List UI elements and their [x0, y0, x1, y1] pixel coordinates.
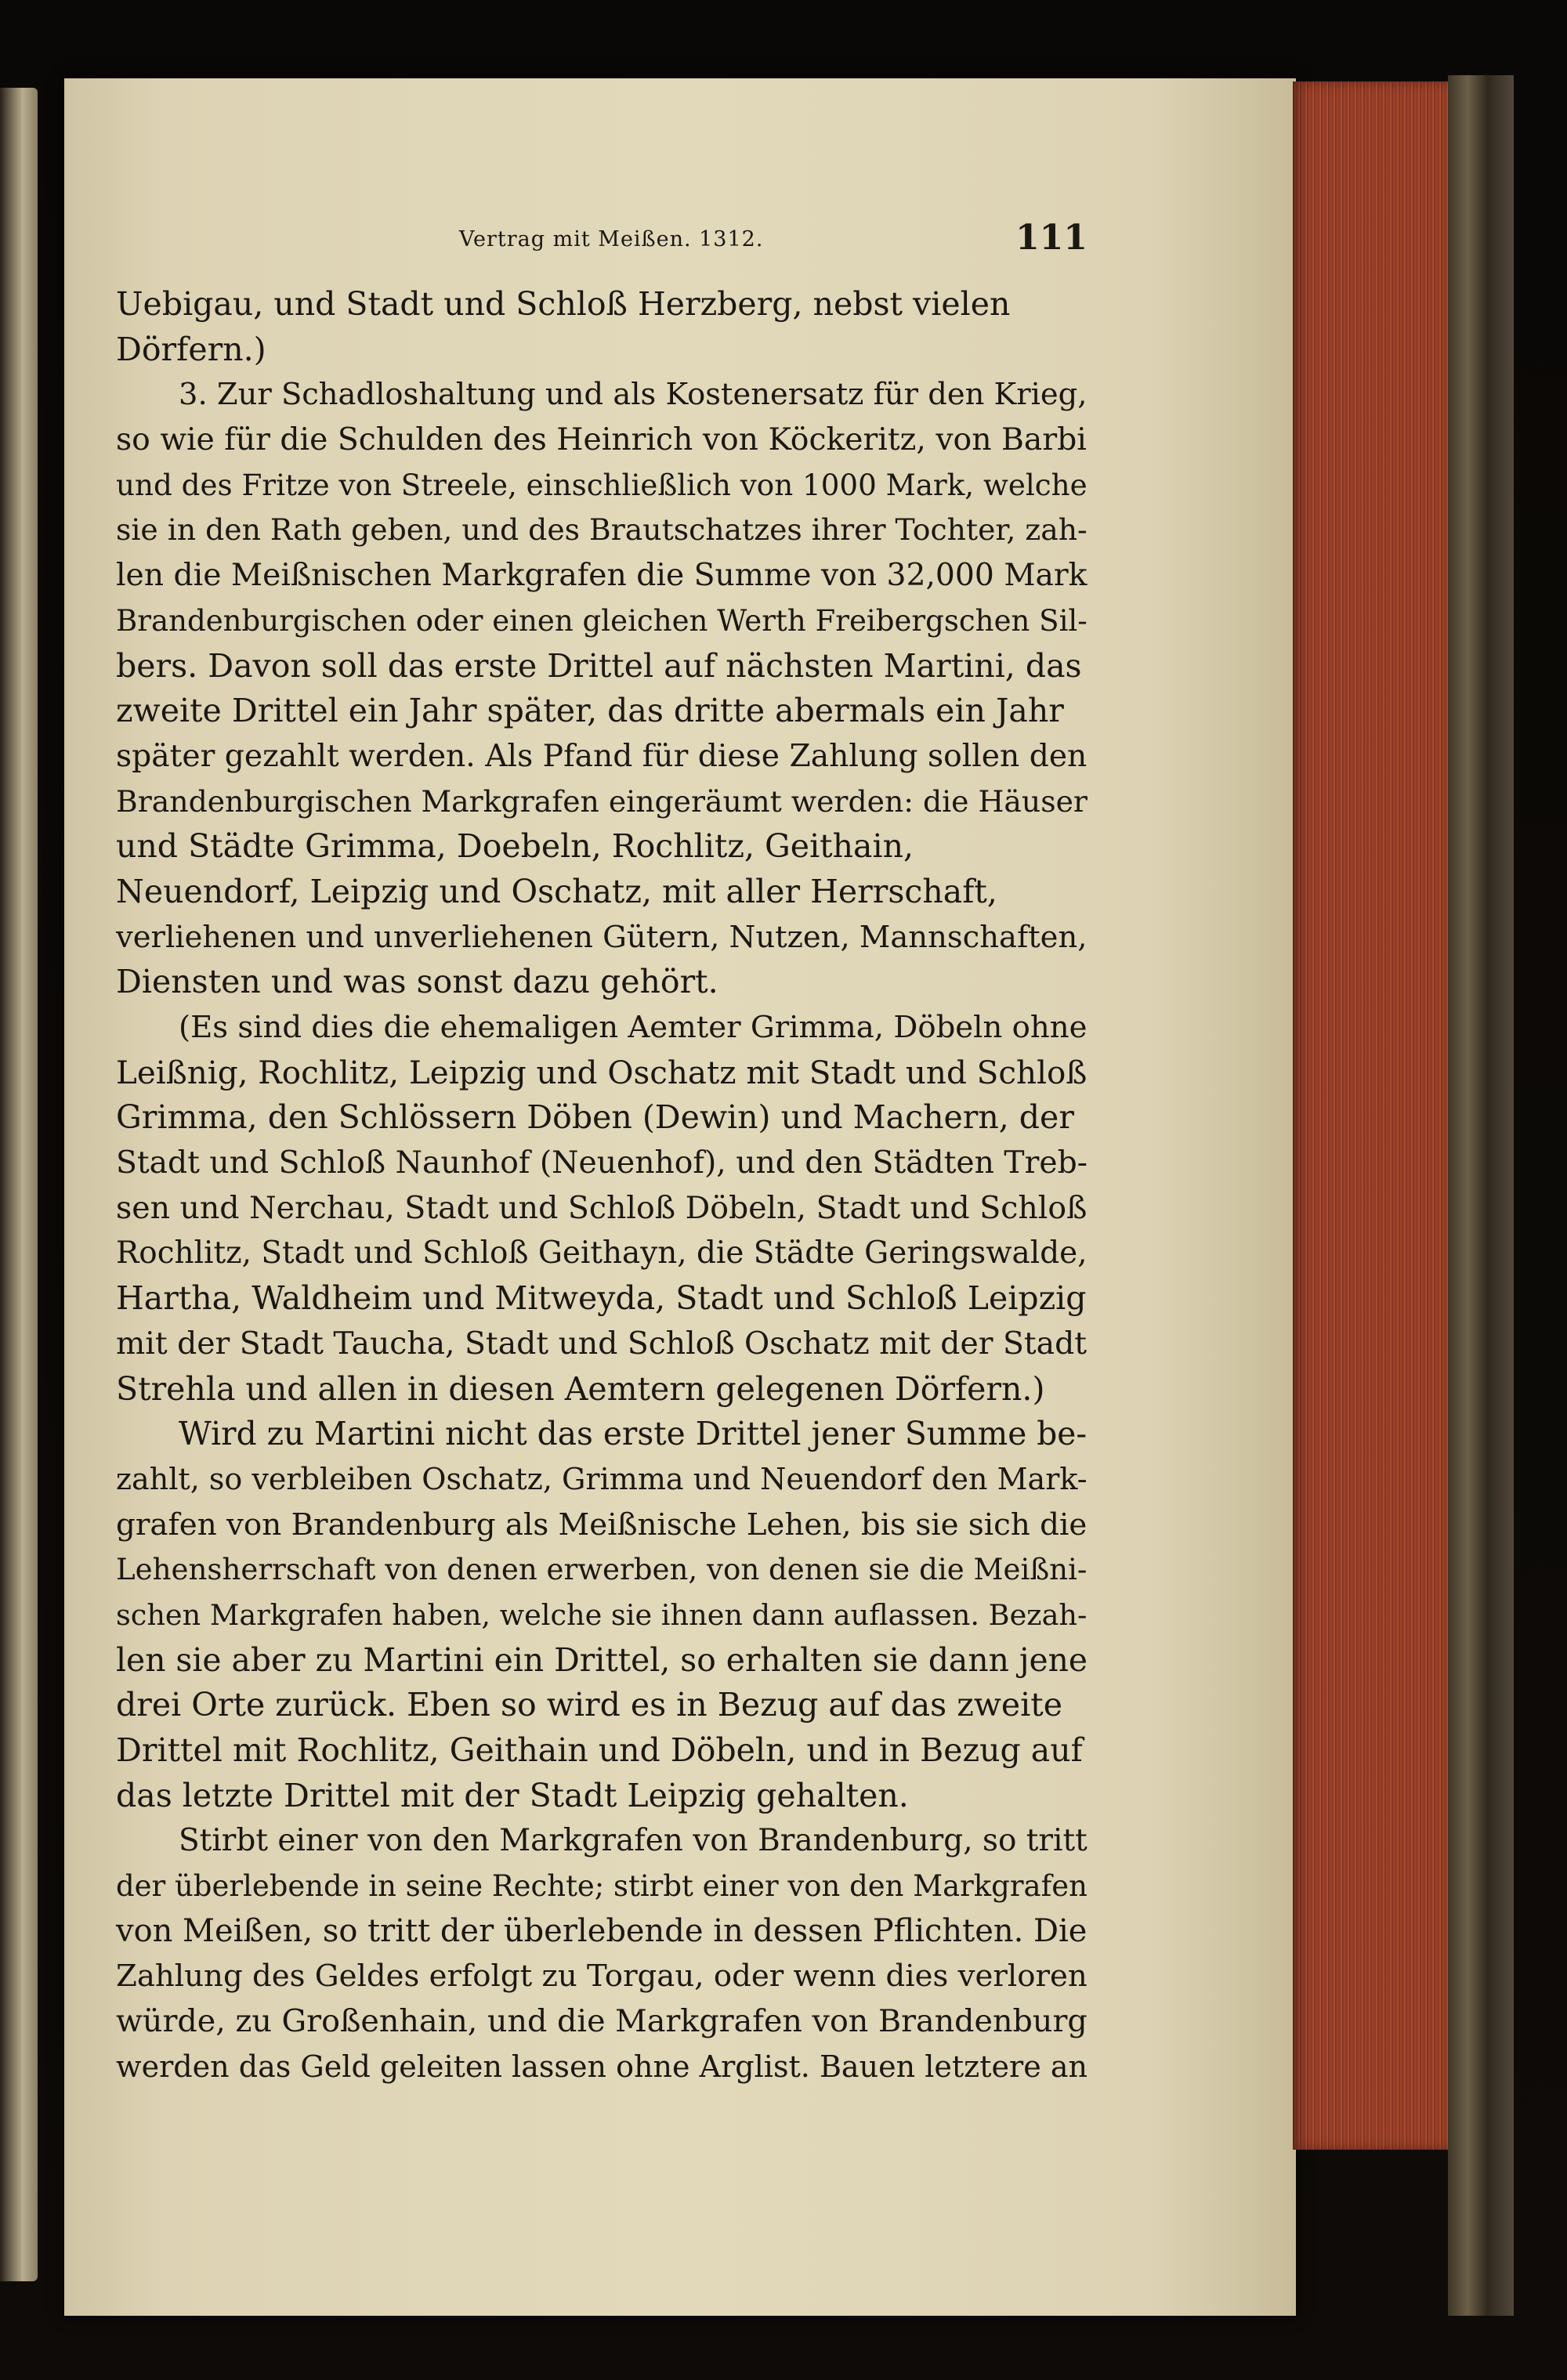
text-line: 3. Zur Schadloshaltung und als Kostenersatz für den Krieg, [179, 377, 1087, 413]
text-line: (Es sind dies die ehemaligen Aemter Grimma, Döbeln ohne [179, 1010, 1087, 1045]
text-line: Dörfern.) [116, 330, 266, 368]
text-line: Hartha, Waldheim und Mitweyda, Stadt und Schloß Leipzig [116, 1279, 1087, 1318]
text-line: werden das Geld geleiten lassen ohne Arglist. Bauen letztere an [116, 2049, 1088, 2084]
text-line: sie in den Rath geben, und des Brautschatzes ihrer Tochter, zah- [116, 512, 1087, 548]
text-line: Neuendorf, Leipzig und Oschatz, mit aller Herrschaft, [116, 872, 997, 910]
text-line: Grimma, den Schlössern Döben (Dewin) und Machern, der [116, 1098, 1074, 1137]
text-line: später gezahlt werden. Als Pfand für diese Zahlung sollen den [116, 738, 1087, 774]
text-line: schen Markgrafen haben, welche sie ihnen dann auflassen. Bezah- [116, 1597, 1087, 1632]
body-text [116, 282, 1087, 2090]
text-line: len die Meißnischen Markgrafen die Summe von 32,000 Mark [116, 558, 1087, 594]
text-line: bers. Davon soll das erste Drittel auf nächsten Martini, das [116, 646, 1082, 685]
text-line: Uebigau, und Stadt und Schloß Herzberg, nebst vielen [116, 285, 1011, 323]
text-line: zweite Drittel ein Jahr später, das dritte abermals ein Jahr [116, 692, 1064, 730]
page-number: 111 [1015, 218, 1087, 258]
running-head: Vertrag mit Meißen. 1312. [459, 227, 764, 251]
previous-page-edge [0, 88, 38, 2281]
text-line: das letzte Drittel mit der Stadt Leipzig gehalten. [116, 1776, 909, 1814]
text-line: und Städte Grimma, Doebeln, Rochlitz, Geithain, [116, 827, 914, 866]
text-line: Stadt und Schloß Naunhof (Neuenhof), und den Städten Treb- [116, 1145, 1087, 1181]
text-line: drei Orte zurück. Eben so wird es in Bezug auf das zweite [116, 1686, 1063, 1724]
page-block-red-edge [1293, 81, 1449, 2150]
text-line: so wie für die Schulden des Heinrich von Köckeritz, von Barbi [116, 422, 1087, 458]
text-line: der überlebende in seine Rechte; stirbt einer von den Markgrafen [116, 1869, 1087, 1904]
text-line: Wird zu Martini nicht das erste Drittel jener Summe be- [179, 1415, 1087, 1453]
text-line: Drittel mit Rochlitz, Geithain und Döbeln, und in Bezug auf [116, 1731, 1083, 1769]
text-line: sen und Nerchau, Stadt und Schloß Döbeln, Stadt und Schloß [116, 1189, 1087, 1226]
book-cover-edge [1448, 75, 1514, 2316]
text-line: Zahlung des Geldes erfolgt zu Torgau, oder wenn dies verloren [116, 1959, 1087, 1995]
text-line: von Meißen, so tritt der überlebende in dessen Pflichten. Die [116, 1912, 1087, 1949]
text-line: Lehensherrschaft von denen erwerben, von denen sie die Meißni- [116, 1553, 1087, 1587]
text-line: verliehenen und unverliehenen Gütern, Nutzen, Mannschaften, [116, 919, 1087, 955]
text-line: und des Fritze von Streele, einschließlich von 1000 Mark, welche [116, 467, 1087, 502]
text-line: Brandenburgischen oder einen gleichen Werth Freibergschen Sil- [116, 603, 1087, 638]
text-line: Strehla und allen in diesen Aemtern gelegenen Dörfern.) [116, 1369, 1045, 1408]
text-line: Rochlitz, Stadt und Schloß Geithayn, die Städte Geringswalde, [116, 1235, 1087, 1271]
text-line: Leißnig, Rochlitz, Leipzig und Oschatz mit Stadt und Schloß [116, 1053, 1087, 1091]
text-line: mit der Stadt Taucha, Stadt und Schloß Oschatz mit der Stadt [116, 1326, 1087, 1362]
text-line: würde, zu Großenhain, und die Markgrafen von Brandenburg [116, 2003, 1087, 2040]
text-line: Stirbt einer von den Markgrafen von Brandenburg, so tritt [179, 1823, 1087, 1859]
text-line: grafen von Brandenburg als Meißnische Lehen, bis sie sich die [116, 1506, 1087, 1543]
text-line: Diensten und was sonst dazu gehört. [116, 963, 718, 1001]
text-line: zahlt, so verbleiben Oschatz, Grimma und Neuendorf den Mark- [116, 1461, 1087, 1496]
page-header [116, 218, 1087, 265]
text-line: Brandenburgischen Markgrafen eingeräumt werden: die Häuser [116, 783, 1087, 819]
text-line: len sie aber zu Martini ein Drittel, so erhalten sie dann jene [116, 1640, 1088, 1679]
